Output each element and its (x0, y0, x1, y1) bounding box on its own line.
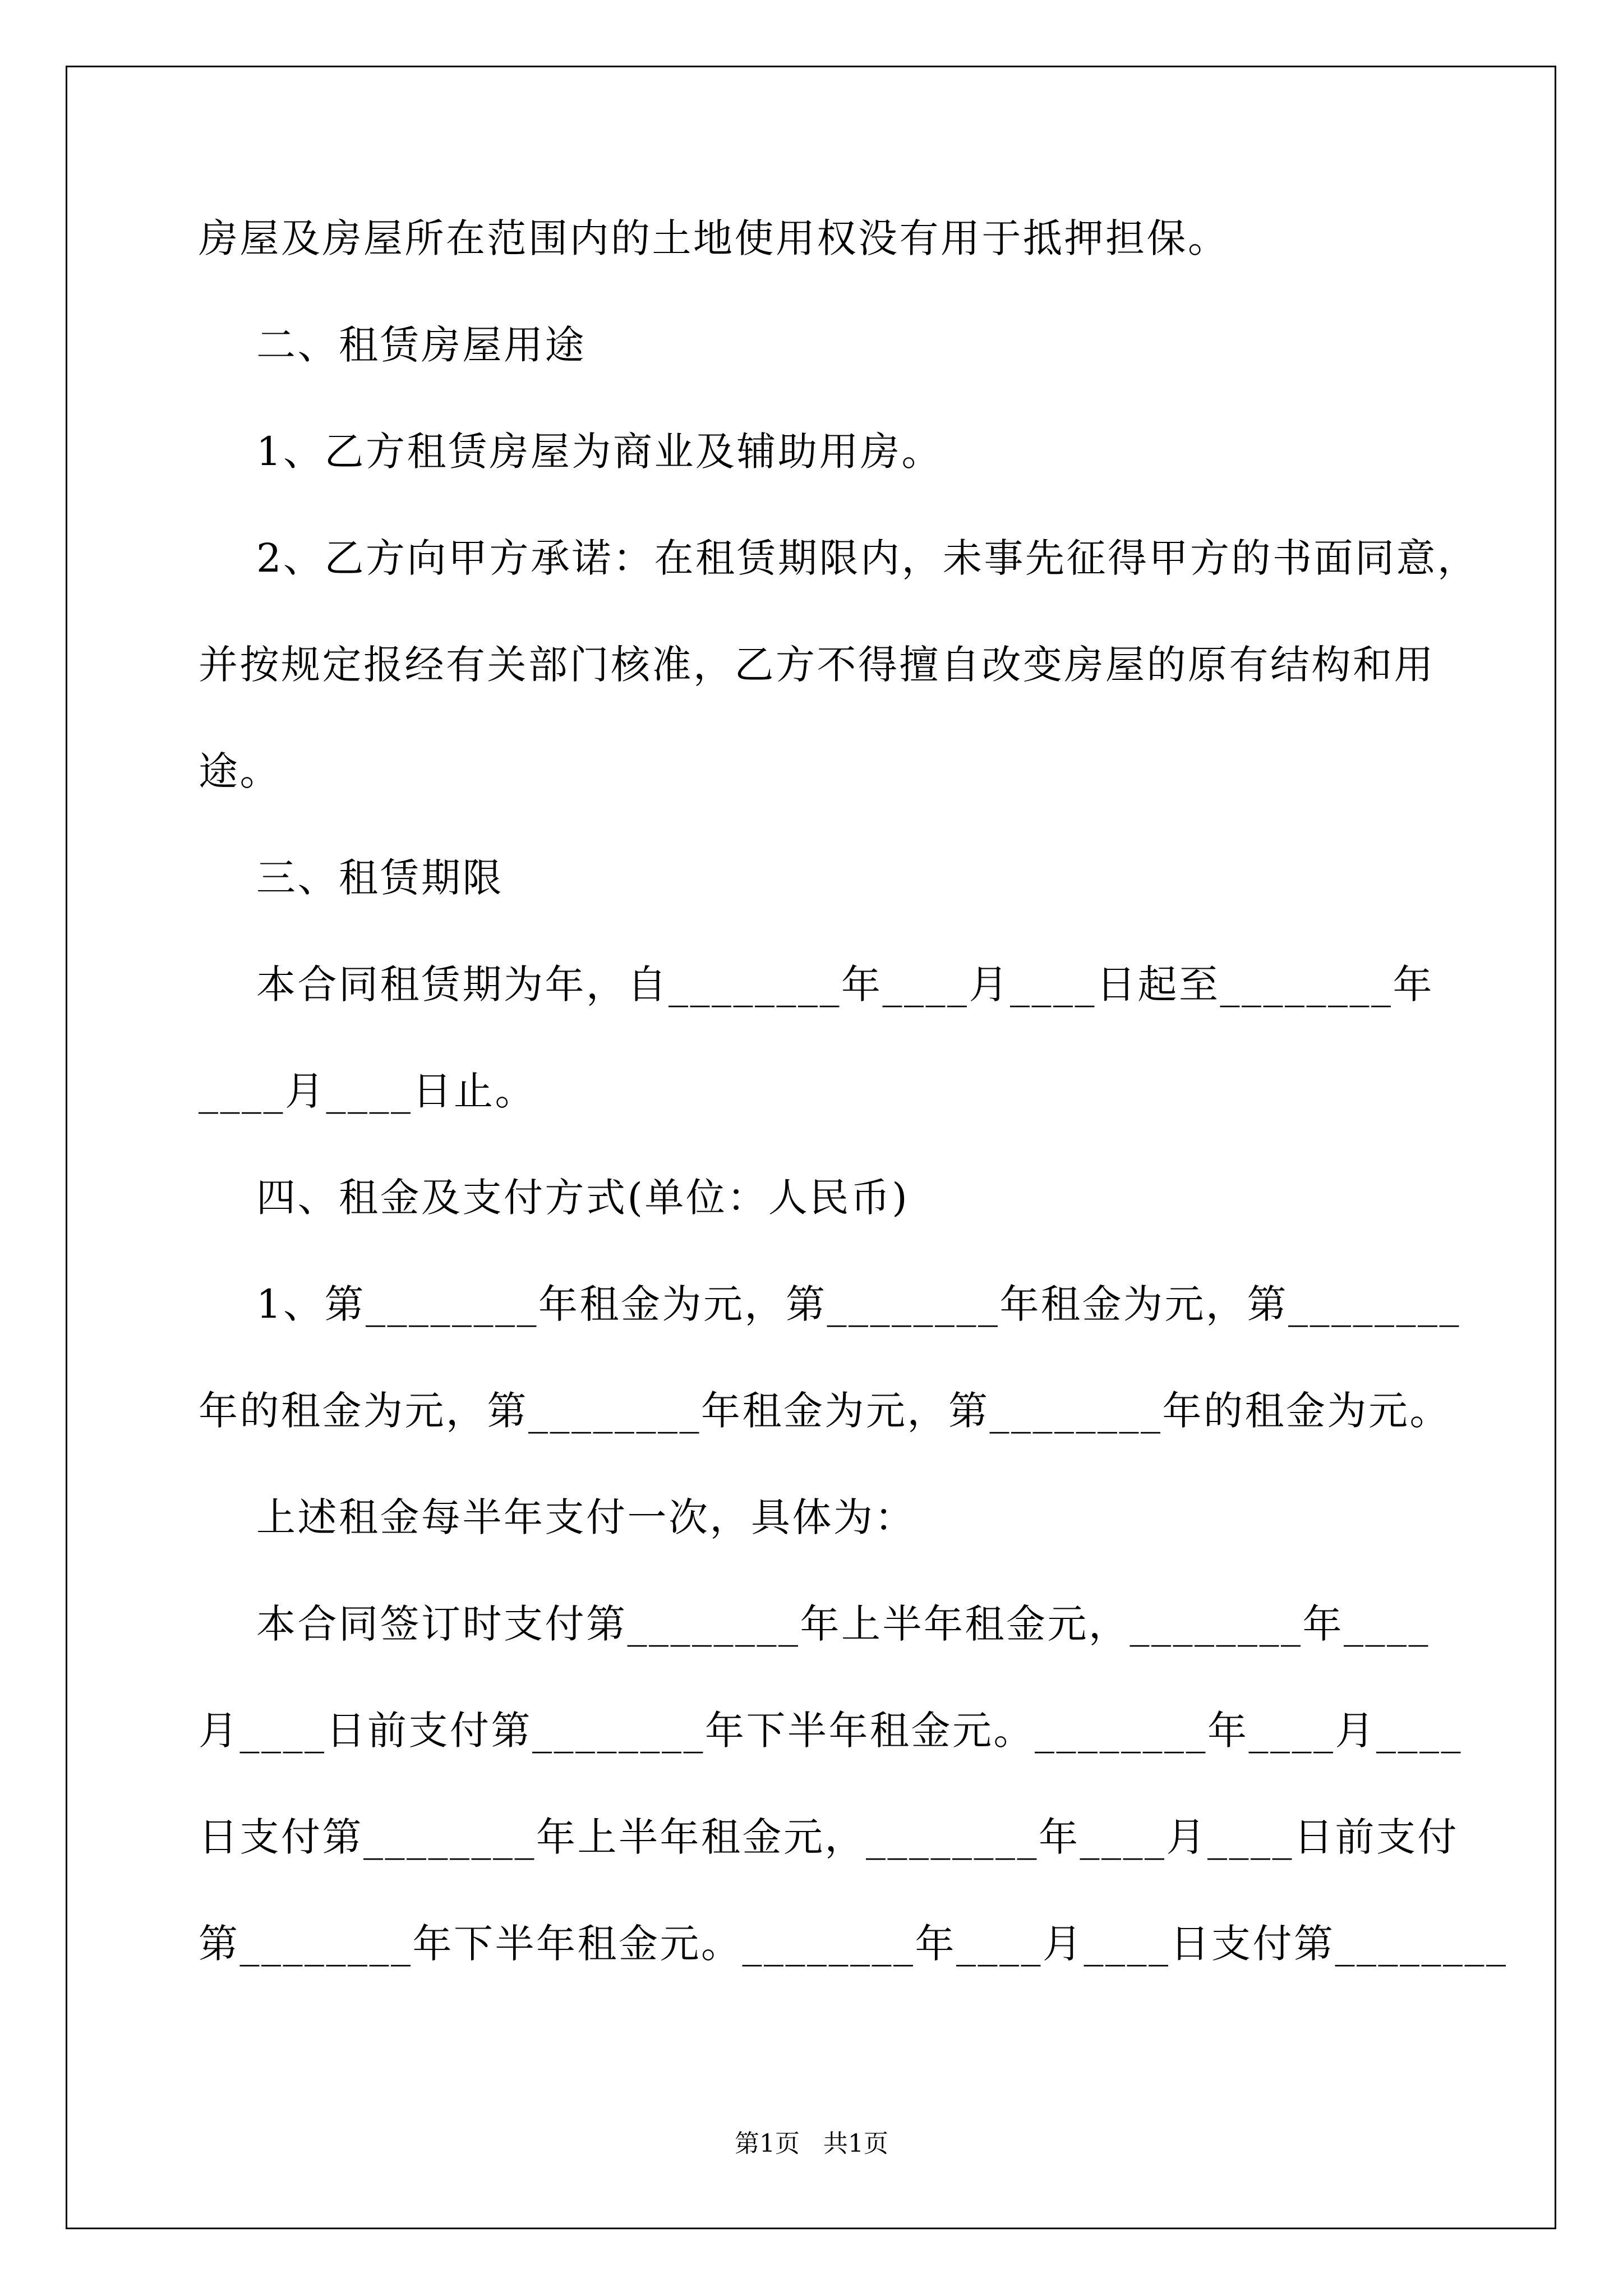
section-heading: 四、租金及支付方式(单位：人民币) (199, 1175, 910, 1221)
body-line: 1、第________年租金为元，第________年租金为元，第________ (199, 1281, 1461, 1327)
body-line: 1、乙方租赁房屋为商业及辅助用房。 (199, 429, 943, 475)
body-line: 途。 (199, 748, 281, 794)
body-line: ____月____日止。 (199, 1068, 536, 1114)
section-heading: 二、租赁房屋用途 (199, 322, 587, 368)
body-line: 并按规定报经有关部门核准，乙方不得擅自改变房屋的原有结构和用 (199, 642, 1435, 688)
body-line: 房屋及房屋所在范围内的土地使用权没有用于抵押担保。 (199, 215, 1229, 261)
body-line: 本合同租赁期为年，自________年____月____日起至________年 (199, 961, 1435, 1007)
page-border (66, 66, 1556, 2229)
body-line: 本合同签订时支付第________年上半年租金元，________年____ (199, 1601, 1431, 1647)
body-line: 年的租金为元，第________年租金为元，第________年的租金为元。 (199, 1388, 1451, 1434)
body-line: 2、乙方向甲方承诺：在租赁期限内，未事先征得甲方的书面同意， (199, 535, 1479, 581)
body-line: 第________年下半年租金元。________年____月____日支付第________ (199, 1921, 1508, 1967)
section-heading: 三、租赁期限 (199, 855, 504, 901)
body-line: 月____日前支付第________年下半年租金元。________年____月____ (199, 1708, 1463, 1754)
page-number-footer: 第1页 共1页 (735, 2129, 888, 2158)
body-line: 日支付第________年上半年租金元，________年____月____日前支付 (199, 1814, 1459, 1860)
body-line: 上述租金每半年支付一次，具体为： (199, 1494, 916, 1540)
